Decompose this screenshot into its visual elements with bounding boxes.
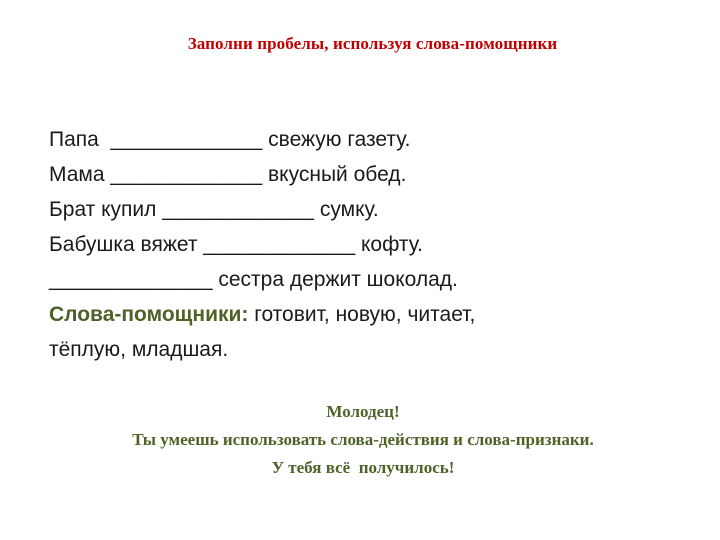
sentence-5: ______________ сестра держит шоколад. bbox=[49, 268, 458, 291]
helper-words-label: Слова-помощники: bbox=[49, 303, 249, 326]
exercise-text bbox=[49, 122, 609, 367]
sentence-1: Папа _____________ свежую газету. bbox=[49, 128, 411, 151]
praise-message bbox=[0, 398, 720, 482]
helper-words bbox=[49, 297, 609, 332]
praise-line-1: Молодец! bbox=[326, 402, 400, 421]
helper-words-list-2: тёплую, младшая. bbox=[49, 338, 229, 361]
sentence-2: Мама _____________ вкусный обед. bbox=[49, 163, 407, 186]
sentence-3: Брат купил _____________ сумку. bbox=[49, 198, 379, 221]
praise-line-2: Ты умеешь использовать слова-действия и слова-признаки. bbox=[132, 430, 594, 449]
praise-line-3: У тебя всё получилось! bbox=[271, 458, 455, 477]
sentence-4: Бабушка вяжет _____________ кофту. bbox=[49, 233, 423, 256]
exercise-title: Заполни пробелы, используя слова-помощники bbox=[187, 34, 558, 53]
helper-words-list-1: готовит, новую, читает, bbox=[248, 303, 476, 326]
